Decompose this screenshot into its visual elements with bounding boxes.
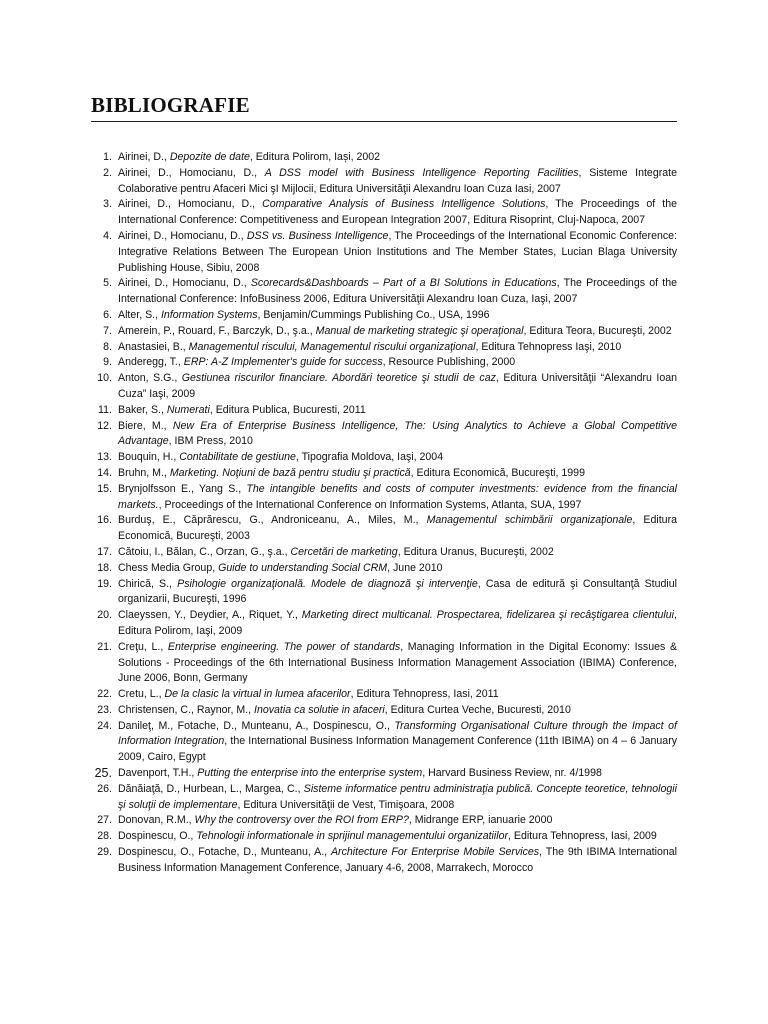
reference-text: , Editura Tehnopress Iaşi, 2010 xyxy=(475,340,622,353)
reference-text: Airinei, D., Homocianu, D., xyxy=(118,166,265,179)
reference-text: Alter, S., xyxy=(118,308,161,321)
title-divider xyxy=(91,121,677,122)
reference-title: Transforming Organisational Culture through the Impact of Information Integration xyxy=(118,719,677,748)
reference-text: , The Proceedings of the International Conference: InfoBusiness 2006, Editura Universităţii Alexandru Ioan Cuza, Iaşi, 2007 xyxy=(118,277,677,306)
reference-item xyxy=(0,703,677,719)
reference-item xyxy=(0,466,677,482)
reference-text: , The Proceedings of the International Economic Conference: Integrative Relations Between The European Union Institutions and The Member States, Lucian Blaga University Publishing House, Sibiu, 2008 xyxy=(118,229,677,274)
reference-item xyxy=(0,513,677,545)
reference-title: Information Systems xyxy=(160,308,258,321)
reference-number: 1. xyxy=(103,151,112,163)
reference-title: Scorecards&Dashboards – Part of a BI Solutions in Educations xyxy=(250,277,557,290)
reference-title: Psihologie organizaţională. Modele de diagnoză şi intervenţie xyxy=(177,577,478,590)
reference-text: , Editura Polirom, Iaşi, 2009 xyxy=(118,609,677,637)
reference-number: 28. xyxy=(97,830,112,843)
reference-item xyxy=(0,197,677,229)
reference-item xyxy=(0,640,677,687)
reference-text: Airinei, D., xyxy=(118,151,170,163)
reference-text: Cătoiu, I., Bălan, C., Orzan, G., ş.a., xyxy=(118,545,291,558)
reference-text: Donovan, R.M., xyxy=(118,814,195,827)
reference-text: Airinei, D., Homocianu, D., xyxy=(118,198,263,211)
reference-text: , Editura Curtea Veche, Bucuresti, 2010 xyxy=(384,703,571,716)
reference-text: , Harvard Business Review, nr. 4/1998 xyxy=(422,767,602,780)
reference-title: Managementul schimbării organizaţionale xyxy=(426,514,633,527)
reference-number: 23. xyxy=(97,703,112,716)
reference-number: 22. xyxy=(97,688,112,701)
reference-text: Dospinescu, O., Fotache, D., Munteanu, A., xyxy=(118,846,331,859)
reference-title: Enterprise engineering. The power of standards xyxy=(167,640,401,653)
reference-text: , Editura Teora, Bucureşti, 2002 xyxy=(523,324,672,337)
reference-number: 21. xyxy=(97,640,112,653)
reference-title: Marketing direct multicanal. Prospectarea, fidelizarea şi recâştigarea clientului xyxy=(301,609,675,622)
reference-list xyxy=(0,150,768,877)
reference-text: Danileţ, M., Fotache, D., Munteanu, A., Dospinescu, O., xyxy=(118,719,395,732)
reference-title: Contabilitate de gestiune xyxy=(179,451,296,464)
reference-item xyxy=(0,719,677,766)
reference-title: Numerati xyxy=(166,403,210,416)
reference-item xyxy=(0,561,677,577)
reference-item xyxy=(0,766,677,782)
reference-text: , Tipografia Moldova, Iaşi, 2004 xyxy=(295,451,444,464)
reference-title: DSS vs. Business Intelligence xyxy=(246,229,389,242)
reference-item xyxy=(0,340,677,356)
reference-title: Architecture For Enterprise Mobile Services xyxy=(330,846,540,859)
reference-item xyxy=(0,276,677,308)
reference-text: Cretu, L., xyxy=(118,688,165,701)
reference-text: , Editura Uranus, Bucureşti, 2002 xyxy=(397,545,554,558)
reference-title: Guide to understanding Social CRM xyxy=(218,561,388,574)
reference-text: Anton, S.G., xyxy=(118,372,182,385)
reference-title: Managementul riscului, Managementul riscului organizaţional xyxy=(188,340,476,353)
reference-text: Biere, M., xyxy=(118,419,173,432)
reference-number: 9. xyxy=(103,356,112,369)
reference-number: 26. xyxy=(97,782,112,795)
reference-number: 24. xyxy=(97,719,112,732)
reference-item xyxy=(0,577,677,609)
reference-number: 29. xyxy=(97,846,112,859)
reference-item xyxy=(0,229,677,276)
reference-text: , Proceedings of the International Conference on Information Systems, Atlanta, SUA, 1997 xyxy=(158,498,582,511)
reference-text: , Benjamin/Cummings Publishing Co., USA, 1996 xyxy=(257,308,490,321)
reference-text: Burduş, E., Căprărescu, G., Androniceanu, A., Miles, M., xyxy=(118,514,427,527)
reference-text: , June 2010 xyxy=(387,561,443,574)
reference-item xyxy=(0,813,677,829)
reference-text: Anderegg, T., xyxy=(118,356,184,369)
reference-text: Bouquin, H., xyxy=(118,451,180,464)
reference-item xyxy=(0,324,677,340)
reference-title: Sisteme informatice pentru administraţia publică. Concepte teoretice, tehnologii şi soluţii de implementare xyxy=(118,782,677,811)
reference-text: Claeyssen, Y., Deydier, A., Riquet, Y., xyxy=(118,609,302,622)
reference-text: , Editura Universităţii “Alexandru Ioan Cuza” Iaşi, 2009 xyxy=(118,372,677,400)
reference-text: , Resource Publishing, 2000 xyxy=(382,356,516,369)
reference-text: , Editura Tehnopress, Iasi, 2009 xyxy=(508,830,657,843)
reference-text: Bruhn, M., xyxy=(118,466,170,479)
reference-item xyxy=(0,450,677,466)
reference-number: 18. xyxy=(97,561,112,574)
reference-title: Inovatia ca solutie in afaceri xyxy=(254,703,385,716)
reference-number: 8. xyxy=(103,340,112,353)
reference-number: 13. xyxy=(97,451,112,464)
reference-text: , Casa de editură şi Consultanţă Studiul organizarii, Bucureşti, 1996 xyxy=(118,577,678,606)
reference-title: De la clasic la virtual in lumea afacerilor xyxy=(164,688,351,701)
reference-text: Chirică, S., xyxy=(118,577,178,590)
reference-text: Creţu, L., xyxy=(118,640,168,653)
reference-number: 4. xyxy=(103,229,112,242)
reference-title: Manual de marketing strategic şi operaţional xyxy=(315,324,524,337)
reference-title: Putting the enterprise into the enterprise system xyxy=(197,767,423,780)
reference-number: 20. xyxy=(97,609,112,622)
reference-text: , Editura Economică, Bucureşti, 2003 xyxy=(118,514,677,543)
reference-title: The intangible benefits and costs of computer investments: evidence from the financial markets. xyxy=(118,482,677,511)
reference-text: Davenport, T.H., xyxy=(118,767,198,780)
reference-text: , the International Business Information Management Conference (11th IBIMA) on 4 – 6 January 2009, Cairo, Egypt xyxy=(118,735,678,764)
reference-text: , Editura Economică, Bucureşti, 1999 xyxy=(410,466,585,479)
reference-item xyxy=(0,845,677,877)
reference-number: 6. xyxy=(103,308,112,321)
reference-title: Depozite de date xyxy=(169,151,250,163)
reference-item xyxy=(0,829,677,845)
reference-item xyxy=(0,419,677,451)
reference-number: 10. xyxy=(97,372,112,385)
reference-item xyxy=(0,371,677,403)
reference-number: 11. xyxy=(98,403,112,416)
reference-text: Baker, S., xyxy=(118,403,167,416)
reference-text: , Editura Polirom, Iași, 2002 xyxy=(249,151,381,163)
reference-item xyxy=(0,687,677,703)
reference-item xyxy=(0,782,677,814)
reference-item xyxy=(0,150,677,166)
reference-number: 3. xyxy=(103,198,112,211)
reference-title: Comparative Analysis of Business Intelligence Solutions xyxy=(262,198,546,211)
reference-text: Amerein, P., Rouard, F., Barczyk, D., ş.a., xyxy=(118,324,316,337)
reference-text: Chess Media Group, xyxy=(118,561,219,574)
reference-number: 15. xyxy=(97,482,112,495)
page-title: BIBLIOGRAFIE xyxy=(91,93,250,117)
reference-title: New Era of Enterprise Business Intelligence, The: Using Analytics to Achieve a Global Competitive Advantage xyxy=(118,419,677,448)
reference-number: 25. xyxy=(94,766,112,781)
reference-title: A DSS model with Business Intelligence Reporting Facilities xyxy=(264,166,579,179)
reference-text: Christensen, C., Raynor, M., xyxy=(118,703,255,716)
reference-text: Airinei, D., Homocianu, D., xyxy=(118,277,251,290)
reference-number: 19. xyxy=(97,577,112,590)
reference-number: 14. xyxy=(97,466,112,479)
reference-text: , Managing Information in the Digital Economy: Issues & Solutions - Proceedings of the 6th International Business Information Management Association (IBIMA) Conference, June 2006, Bonn, Germany xyxy=(118,640,678,685)
reference-text: , Editura Universităţii de Vest, Timişoara, 2008 xyxy=(237,798,455,811)
reference-text: , Sisteme Integrate Colaborative pentru Afaceri Mici şI Mijlocii, Editura Universităţii Alexandru Ioan Cuza Iasi, 2007 xyxy=(118,166,677,195)
reference-text: Dănăiaţă, D., Hurbean, L., Margea, C., xyxy=(118,782,304,795)
reference-item xyxy=(0,545,677,561)
reference-text: , Editura Publica, Bucuresti, 2011 xyxy=(209,403,366,416)
reference-text: Brynjolfsson E., Yang S., xyxy=(118,482,247,495)
reference-text: , Editura Tehnopress, Iasi, 2011 xyxy=(350,688,499,701)
reference-number: 2. xyxy=(103,166,112,179)
reference-text: , The 9th IBIMA International Business Information Management Conference, January 4-6, 2008, Marrakech, Morocco xyxy=(118,846,677,874)
reference-title: Tehnologii informationale in sprijinul managementului organizatiilor xyxy=(196,830,509,843)
reference-title: ERP: A-Z Implementer's guide for success xyxy=(183,356,383,369)
reference-item xyxy=(0,308,677,324)
reference-title: Gestiunea riscurilor financiare. Abordări teoretice şi studii de caz xyxy=(181,372,496,385)
reference-title: Why the controversy over the ROI from ERP? xyxy=(194,814,409,827)
reference-item xyxy=(0,403,677,419)
reference-text: Dospinescu, O., xyxy=(118,830,197,843)
reference-text: Anastasiei, B., xyxy=(118,340,189,353)
reference-text: Airinei, D., Homocianu, D., xyxy=(118,229,247,242)
reference-text: , IBM Press, 2010 xyxy=(168,435,253,448)
reference-item xyxy=(0,608,677,640)
reference-item xyxy=(0,482,677,514)
reference-number: 17. xyxy=(97,545,112,558)
reference-title: Marketing. Noţiuni de bază pentru studiu şi practică xyxy=(169,466,411,479)
reference-item xyxy=(0,166,677,198)
reference-text: , The Proceedings of the International Conference: Competitiveness and European Integration 2007, Editura Risoprint, Cluj-Napoca, 2007 xyxy=(118,198,677,227)
reference-number: 16. xyxy=(97,514,112,527)
reference-title: Cercetări de marketing xyxy=(290,545,398,558)
reference-number: 5. xyxy=(103,277,112,290)
reference-number: 27. xyxy=(97,814,112,827)
reference-item xyxy=(0,355,677,371)
reference-text: , Midrange ERP, ianuarie 2000 xyxy=(408,814,553,827)
reference-number: 7. xyxy=(103,324,112,337)
reference-number: 12. xyxy=(97,419,112,432)
